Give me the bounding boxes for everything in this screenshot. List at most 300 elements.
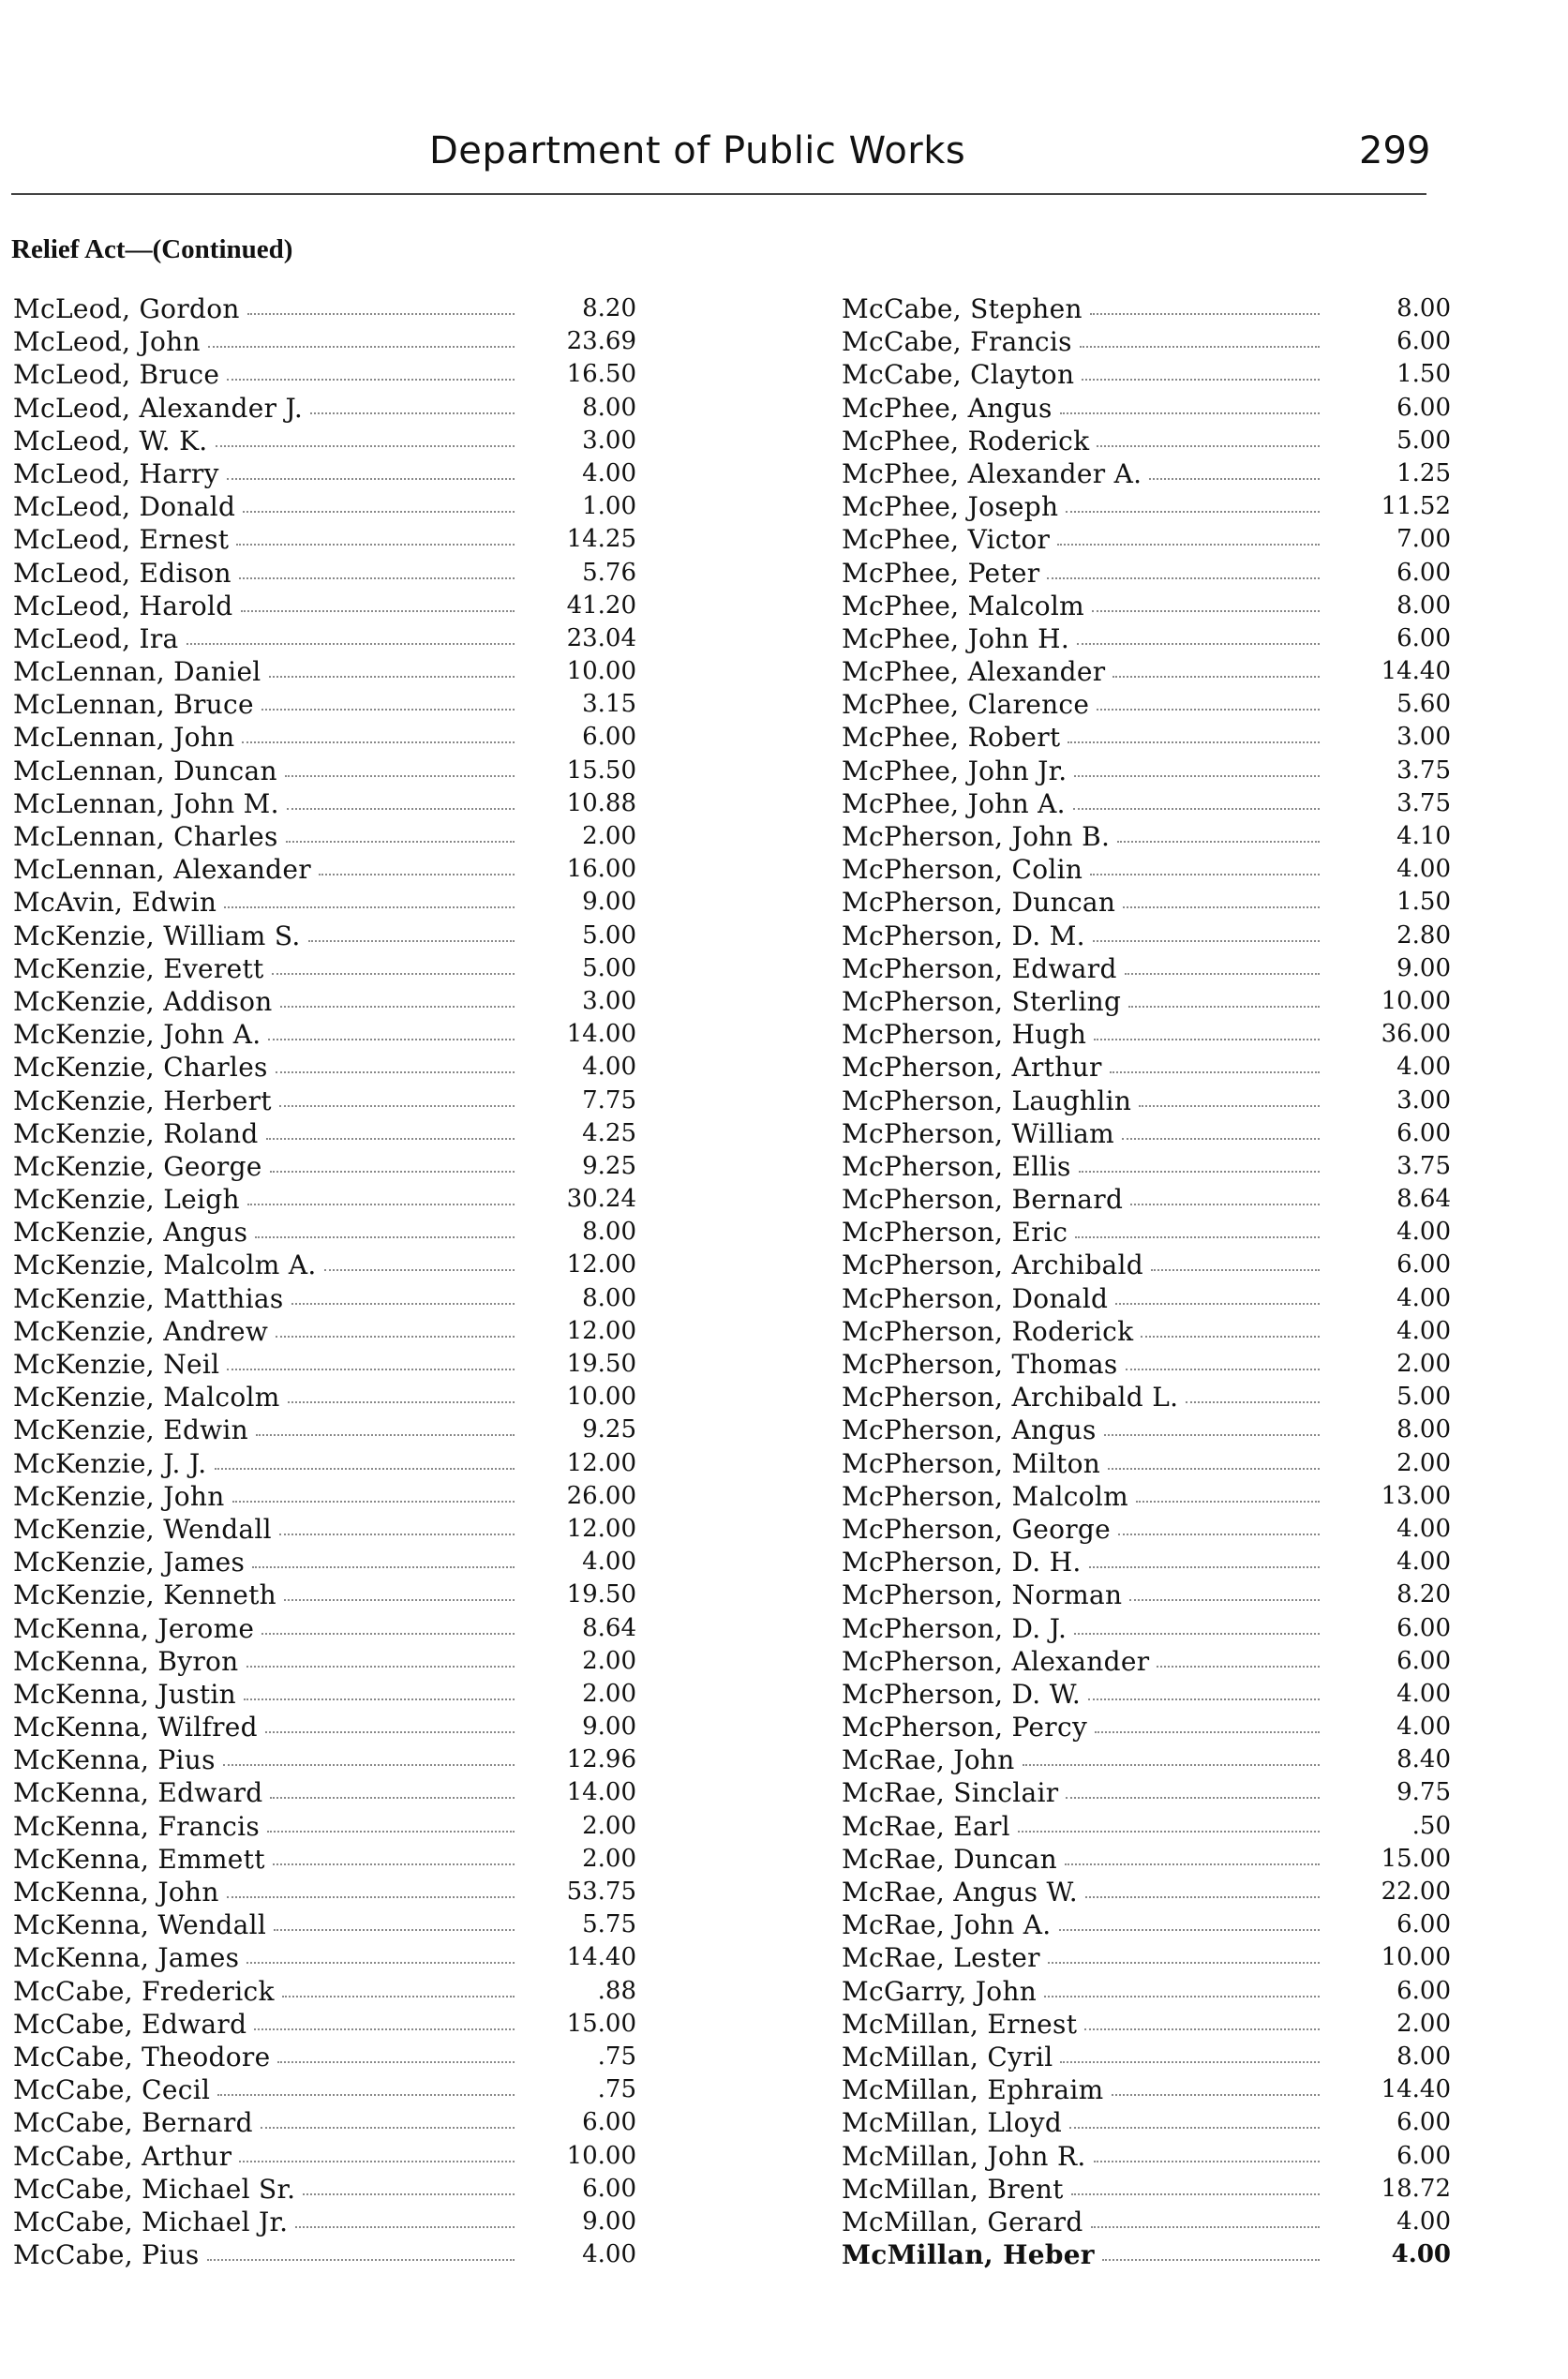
dot-leader bbox=[261, 709, 515, 711]
dot-leader bbox=[1102, 2259, 1320, 2261]
dot-leader bbox=[1126, 1369, 1320, 1370]
entry-name: McPherson, Roderick bbox=[842, 1315, 1134, 1347]
entry-amount: 9.75 bbox=[1396, 1778, 1451, 1807]
list-item bbox=[13, 1414, 636, 1446]
entry-amount: 6.00 bbox=[1396, 623, 1451, 652]
list-item bbox=[13, 425, 636, 457]
list-item bbox=[13, 787, 636, 820]
dot-leader bbox=[216, 445, 515, 447]
entry-amount: 12.00 bbox=[566, 1448, 636, 1477]
entry-amount: 5.00 bbox=[1396, 426, 1451, 455]
dot-leader bbox=[319, 874, 515, 875]
list-item bbox=[842, 1085, 1451, 1117]
entry-amount: 8.00 bbox=[1396, 1415, 1451, 1444]
dot-leader bbox=[1139, 1105, 1320, 1107]
entry-amount: 9.00 bbox=[1396, 953, 1451, 982]
dot-leader bbox=[1093, 940, 1320, 942]
dot-leader bbox=[236, 544, 515, 546]
list-item bbox=[842, 2041, 1451, 2073]
list-item bbox=[842, 425, 1451, 457]
entry-amount: 4.00 bbox=[1396, 2207, 1451, 2236]
entry-name: McCabe, Clayton bbox=[842, 359, 1075, 391]
dot-leader bbox=[1060, 2061, 1320, 2063]
dot-leader bbox=[1112, 2094, 1320, 2096]
entry-amount: 36.00 bbox=[1381, 1020, 1451, 1049]
entry-name: McLeod, Gordon bbox=[13, 293, 240, 324]
list-item bbox=[842, 1348, 1451, 1381]
dot-leader bbox=[1090, 874, 1320, 875]
entry-amount: 8.00 bbox=[1396, 591, 1451, 620]
dot-leader bbox=[1075, 1236, 1320, 1238]
list-item bbox=[842, 886, 1451, 919]
dot-leader bbox=[1023, 1764, 1320, 1766]
dot-leader bbox=[1149, 478, 1320, 480]
dot-leader bbox=[1018, 1831, 1320, 1833]
entry-amount: 14.40 bbox=[1381, 657, 1451, 686]
list-item bbox=[13, 721, 636, 754]
list-item bbox=[13, 1117, 636, 1150]
entry-name: McRae, Earl bbox=[842, 1810, 1010, 1842]
list-item bbox=[842, 1579, 1451, 1611]
list-item bbox=[13, 1249, 636, 1281]
list-item bbox=[842, 392, 1451, 425]
entry-amount: 14.00 bbox=[566, 1020, 636, 1049]
entry-amount: .75 bbox=[597, 2042, 636, 2071]
list-item bbox=[13, 1579, 636, 1611]
dot-leader bbox=[1090, 313, 1320, 315]
list-item bbox=[842, 2238, 1451, 2271]
dot-leader bbox=[223, 1764, 515, 1766]
dot-leader bbox=[1094, 1039, 1320, 1040]
entry-name: McKenzie, J. J. bbox=[13, 1447, 207, 1479]
entry-amount: 53.75 bbox=[566, 1878, 636, 1906]
dot-leader bbox=[244, 1698, 515, 1700]
dot-leader bbox=[247, 313, 515, 315]
entry-name: McKenzie, James bbox=[13, 1547, 246, 1579]
list-item bbox=[13, 1480, 636, 1513]
list-item bbox=[13, 1975, 636, 2008]
entry-name: McKenzie, Everett bbox=[13, 952, 264, 984]
entry-amount: 1.50 bbox=[1396, 360, 1451, 389]
entry-name: McPhee, Peter bbox=[842, 557, 1040, 589]
entry-name: McMillan, Gerard bbox=[842, 2206, 1083, 2237]
list-item bbox=[13, 1282, 636, 1315]
entry-amount: 4.00 bbox=[582, 458, 636, 487]
list-item bbox=[13, 392, 636, 425]
list-item bbox=[842, 2140, 1451, 2173]
dot-leader bbox=[1141, 1336, 1320, 1338]
dot-leader bbox=[276, 1336, 515, 1338]
entry-name: McKenna, Jerome bbox=[13, 1612, 255, 1644]
dot-leader bbox=[1113, 676, 1320, 678]
list-item bbox=[842, 490, 1451, 523]
entry-name: McLennan, Bruce bbox=[13, 689, 254, 721]
list-item bbox=[842, 1678, 1451, 1711]
entry-name: McPherson, Sterling bbox=[842, 985, 1122, 1017]
section-title: Relief Act—(Continued) bbox=[11, 234, 293, 264]
entry-name: McKenzie, Herbert bbox=[13, 1085, 272, 1116]
entry-name: McLeod, Ernest bbox=[13, 524, 230, 556]
list-item bbox=[842, 1941, 1451, 1974]
dot-leader bbox=[1151, 1269, 1320, 1271]
dot-leader bbox=[227, 1369, 515, 1370]
list-item bbox=[13, 1941, 636, 1974]
list-item bbox=[842, 1018, 1451, 1051]
entry-name: McPherson, Eric bbox=[842, 1217, 1068, 1249]
list-item bbox=[842, 853, 1451, 886]
header-rule bbox=[11, 193, 1426, 195]
entry-amount: 19.50 bbox=[566, 1350, 636, 1378]
entry-name: McKenzie, John bbox=[13, 1480, 225, 1512]
entry-name: McMillan, Heber bbox=[842, 2239, 1095, 2271]
entry-amount: 10.00 bbox=[1381, 986, 1451, 1015]
dot-leader bbox=[1069, 2127, 1320, 2129]
entry-name: McKenzie, George bbox=[13, 1150, 262, 1182]
entry-amount: 2.00 bbox=[582, 1811, 636, 1840]
list-item bbox=[13, 2238, 636, 2271]
list-item bbox=[13, 2140, 636, 2173]
entry-name: McMillan, Ephraim bbox=[842, 2074, 1104, 2106]
dot-leader bbox=[1066, 1797, 1320, 1799]
dot-leader bbox=[1059, 1929, 1320, 1931]
dot-leader bbox=[243, 511, 515, 513]
entry-name: McPherson, D. J. bbox=[842, 1612, 1068, 1644]
list-item bbox=[842, 1216, 1451, 1249]
dot-leader bbox=[279, 1105, 515, 1107]
dot-leader bbox=[1048, 1962, 1320, 1964]
entry-amount: 19.50 bbox=[566, 1580, 636, 1609]
list-item bbox=[13, 952, 636, 985]
dot-leader bbox=[254, 2028, 515, 2030]
entry-name: McRae, John A. bbox=[842, 1909, 1052, 1941]
dot-leader bbox=[291, 1303, 515, 1305]
dot-leader bbox=[288, 1401, 515, 1403]
list-item bbox=[13, 1843, 636, 1876]
entry-name: McKenzie, Wendall bbox=[13, 1513, 272, 1545]
dot-leader bbox=[1108, 1468, 1320, 1470]
list-item bbox=[13, 1776, 636, 1809]
list-item bbox=[13, 1150, 636, 1183]
entry-amount: 2.80 bbox=[1396, 920, 1451, 950]
entry-name: McPhee, John Jr. bbox=[842, 755, 1068, 786]
entry-amount: 8.20 bbox=[582, 294, 636, 322]
dot-leader bbox=[1044, 1996, 1320, 1997]
list-item bbox=[842, 920, 1451, 952]
entry-name: McMillan, John R. bbox=[842, 2140, 1086, 2172]
list-item bbox=[13, 853, 636, 886]
dot-leader bbox=[227, 478, 515, 480]
list-item bbox=[842, 787, 1451, 820]
entry-amount: 8.20 bbox=[1396, 1580, 1451, 1609]
entry-amount: 10.00 bbox=[566, 2141, 636, 2170]
list-item bbox=[13, 1018, 636, 1051]
page-number: 299 bbox=[1359, 129, 1431, 172]
entry-name: McRae, Angus W. bbox=[842, 1877, 1078, 1908]
entry-name: McKenzie, William S. bbox=[13, 920, 301, 951]
dot-leader bbox=[1091, 2226, 1320, 2228]
dot-leader bbox=[268, 1039, 515, 1040]
entry-name: McLeod, John bbox=[13, 326, 201, 358]
list-item bbox=[842, 985, 1451, 1018]
list-item bbox=[842, 820, 1451, 853]
list-item bbox=[842, 1645, 1451, 1678]
entry-name: McLeod, Harold bbox=[13, 590, 233, 621]
dot-leader bbox=[227, 1896, 515, 1898]
list-item bbox=[842, 721, 1451, 754]
dot-leader bbox=[1047, 577, 1320, 579]
page-header bbox=[0, 129, 1568, 186]
dot-leader bbox=[215, 1468, 515, 1470]
dot-leader bbox=[227, 379, 515, 381]
list-item bbox=[842, 755, 1451, 787]
dot-leader bbox=[270, 1797, 515, 1799]
list-item bbox=[842, 2206, 1451, 2238]
entry-amount: 12.00 bbox=[566, 1316, 636, 1345]
dot-leader bbox=[1084, 2028, 1320, 2030]
list-item bbox=[13, 1085, 636, 1117]
dot-leader bbox=[1110, 1071, 1320, 1073]
entry-name: McKenzie, Neil bbox=[13, 1349, 220, 1380]
entry-amount: 14.25 bbox=[566, 525, 636, 554]
list-item bbox=[842, 1711, 1451, 1743]
entry-name: McPherson, D. M. bbox=[842, 920, 1085, 951]
entry-amount: 4.00 bbox=[1396, 1514, 1451, 1543]
list-item bbox=[13, 1678, 636, 1711]
entry-amount: 5.60 bbox=[1396, 690, 1451, 719]
entry-name: McCabe, Cecil bbox=[13, 2074, 211, 2106]
entry-name: McKenzie, John A. bbox=[13, 1019, 261, 1051]
entry-name: McKenna, Byron bbox=[13, 1645, 239, 1677]
entry-amount: 4.00 bbox=[582, 1548, 636, 1577]
dot-leader bbox=[1130, 1204, 1320, 1205]
list-item bbox=[842, 1513, 1451, 1546]
entry-name: McPherson, Laughlin bbox=[842, 1085, 1132, 1116]
entry-amount: 1.00 bbox=[582, 492, 636, 521]
dot-leader bbox=[217, 2094, 515, 2096]
list-item bbox=[13, 1513, 636, 1546]
list-item bbox=[13, 1546, 636, 1579]
entry-amount: 4.00 bbox=[1396, 1316, 1451, 1345]
entry-amount: 6.00 bbox=[582, 2174, 636, 2203]
entry-amount: 6.00 bbox=[1396, 2108, 1451, 2137]
list-item bbox=[13, 1348, 636, 1381]
entry-amount: 16.00 bbox=[566, 855, 636, 884]
entry-name: McRae, John bbox=[842, 1744, 1015, 1776]
list-item bbox=[842, 557, 1451, 590]
list-item bbox=[13, 622, 636, 655]
list-item bbox=[13, 2008, 636, 2041]
list-item bbox=[842, 2008, 1451, 2041]
entry-amount: 10.88 bbox=[566, 788, 636, 817]
list-item bbox=[13, 457, 636, 490]
entry-name: McKenna, Wendall bbox=[13, 1909, 267, 1941]
entry-name: McLennan, Alexander bbox=[13, 854, 311, 886]
list-item bbox=[13, 1711, 636, 1743]
list-item bbox=[842, 1776, 1451, 1809]
entry-name: McKenzie, Charles bbox=[13, 1052, 268, 1084]
dot-leader bbox=[276, 1071, 515, 1073]
dot-leader bbox=[273, 1863, 515, 1865]
entry-amount: 9.00 bbox=[582, 888, 636, 917]
entry-name: McMillan, Ernest bbox=[842, 2008, 1078, 2040]
entry-amount: 3.00 bbox=[1396, 723, 1451, 752]
list-item bbox=[842, 1381, 1451, 1414]
entry-name: McKenzie, Edwin bbox=[13, 1414, 249, 1446]
list-item bbox=[842, 1546, 1451, 1579]
entry-name: McPherson, Norman bbox=[842, 1579, 1123, 1611]
list-item bbox=[842, 1150, 1451, 1183]
dot-leader bbox=[1186, 1401, 1320, 1403]
entry-amount: 4.00 bbox=[1396, 1218, 1451, 1247]
dot-leader bbox=[1082, 379, 1320, 381]
entry-amount: 6.00 bbox=[1396, 1250, 1451, 1279]
entry-amount: 4.00 bbox=[1396, 1713, 1451, 1742]
entry-name: McPhee, Alexander bbox=[842, 656, 1106, 688]
dot-leader bbox=[324, 1269, 515, 1271]
entry-name: McPherson, Duncan bbox=[842, 887, 1116, 919]
dot-leader bbox=[1080, 346, 1320, 348]
entry-name: McCabe, Theodore bbox=[13, 2041, 271, 2072]
entry-amount: 16.50 bbox=[566, 360, 636, 389]
dot-leader bbox=[246, 1962, 515, 1964]
dot-leader bbox=[1115, 1303, 1320, 1305]
entry-amount: 8.00 bbox=[582, 1283, 636, 1312]
list-item bbox=[13, 655, 636, 688]
dot-leader bbox=[1117, 841, 1320, 843]
dot-leader bbox=[247, 1204, 515, 1205]
entry-amount: 8.40 bbox=[1396, 1745, 1451, 1774]
entry-amount: 23.69 bbox=[566, 327, 636, 356]
entry-name: McPherson, Alexander bbox=[842, 1645, 1150, 1677]
dot-leader bbox=[1118, 1534, 1320, 1535]
right-column bbox=[842, 292, 1451, 2271]
dot-leader bbox=[1094, 2161, 1320, 2162]
entry-amount: 4.00 bbox=[1396, 1053, 1451, 1082]
list-item bbox=[13, 1381, 636, 1414]
dot-leader bbox=[282, 1996, 515, 1997]
entry-amount: 6.00 bbox=[1396, 1613, 1451, 1642]
entry-name: McLeod, Edison bbox=[13, 557, 231, 589]
entry-name: McCabe, Frederick bbox=[13, 1975, 275, 2007]
list-item bbox=[842, 1117, 1451, 1150]
dot-leader bbox=[310, 412, 515, 414]
list-item bbox=[842, 358, 1451, 391]
entry-name: McPherson, Milton bbox=[842, 1447, 1101, 1479]
entry-amount: 13.00 bbox=[1381, 1481, 1451, 1510]
dot-leader bbox=[1122, 1138, 1320, 1140]
entry-amount: 15.50 bbox=[566, 756, 636, 785]
entry-name: McKenzie, Angus bbox=[13, 1217, 248, 1249]
list-item bbox=[13, 820, 636, 853]
entry-amount: 1.25 bbox=[1396, 458, 1451, 487]
entry-amount: 2.00 bbox=[1396, 2009, 1451, 2038]
entry-amount: 4.00 bbox=[582, 2240, 636, 2269]
list-item bbox=[842, 1414, 1451, 1446]
list-item bbox=[842, 2106, 1451, 2139]
entry-amount: 7.75 bbox=[582, 1085, 636, 1115]
entry-amount: .75 bbox=[597, 2075, 636, 2104]
entry-name: McMillan, Lloyd bbox=[842, 2107, 1063, 2139]
list-item bbox=[13, 886, 636, 919]
list-item bbox=[842, 1051, 1451, 1084]
dot-leader bbox=[272, 973, 515, 975]
dot-leader bbox=[232, 1501, 515, 1503]
entry-name: McCabe, Francis bbox=[842, 326, 1072, 358]
list-item bbox=[13, 1315, 636, 1348]
entry-amount: 4.00 bbox=[1391, 2240, 1451, 2269]
entry-amount: 3.75 bbox=[1396, 1151, 1451, 1180]
entry-amount: 6.00 bbox=[1396, 2141, 1451, 2170]
dot-leader bbox=[1079, 1171, 1320, 1173]
dot-leader bbox=[284, 1599, 515, 1601]
dot-leader bbox=[252, 1566, 515, 1568]
list-item bbox=[13, 2206, 636, 2238]
entry-amount: 9.25 bbox=[582, 1415, 636, 1444]
entry-amount: 3.75 bbox=[1396, 756, 1451, 785]
list-item bbox=[13, 1216, 636, 1249]
entry-amount: 4.00 bbox=[1396, 1679, 1451, 1708]
dot-leader bbox=[1104, 1434, 1320, 1436]
entry-amount: 5.00 bbox=[582, 953, 636, 982]
dot-leader bbox=[308, 940, 515, 942]
dot-leader bbox=[295, 2226, 515, 2228]
entry-name: McKenna, Wilfred bbox=[13, 1712, 258, 1743]
entry-amount: 4.10 bbox=[1396, 822, 1451, 850]
entry-name: McAvin, Edwin bbox=[13, 887, 217, 919]
dot-leader bbox=[1060, 412, 1320, 414]
entry-name: McKenna, James bbox=[13, 1942, 240, 1974]
dot-leader bbox=[1065, 1863, 1320, 1865]
entry-amount: 4.00 bbox=[1396, 855, 1451, 884]
entry-name: McPherson, Bernard bbox=[842, 1184, 1124, 1216]
entry-name: McMillan, Cyril bbox=[842, 2041, 1053, 2072]
entry-name: McRae, Lester bbox=[842, 1942, 1040, 1974]
list-item bbox=[13, 1908, 636, 1941]
dot-leader bbox=[303, 2193, 515, 2195]
entry-name: McLeod, Donald bbox=[13, 491, 236, 523]
entry-name: McPherson, Archibald L. bbox=[842, 1382, 1179, 1414]
entry-amount: 4.00 bbox=[1396, 1283, 1451, 1312]
entry-name: McLennan, Duncan bbox=[13, 755, 277, 786]
entry-amount: 8.64 bbox=[582, 1613, 636, 1642]
list-item bbox=[13, 590, 636, 622]
list-item bbox=[842, 1315, 1451, 1348]
entry-name: McLeod, W. K. bbox=[13, 425, 208, 456]
entry-name: McLennan, John M. bbox=[13, 787, 279, 819]
list-item bbox=[842, 1447, 1451, 1480]
entry-name: McKenna, Pius bbox=[13, 1744, 216, 1776]
dot-leader bbox=[1095, 1731, 1320, 1733]
entry-name: McPherson, Angus bbox=[842, 1414, 1097, 1446]
dot-leader bbox=[261, 2127, 515, 2129]
entry-amount: 3.00 bbox=[582, 426, 636, 455]
list-item bbox=[842, 952, 1451, 985]
dot-leader bbox=[1123, 906, 1320, 908]
dot-leader bbox=[266, 1138, 515, 1140]
entry-amount: 14.00 bbox=[566, 1778, 636, 1807]
dot-leader bbox=[1066, 511, 1320, 513]
dot-leader bbox=[1136, 1501, 1320, 1503]
entry-name: McKenna, Edward bbox=[13, 1777, 263, 1809]
dot-leader bbox=[280, 1006, 515, 1008]
entry-amount: 9.25 bbox=[582, 1151, 636, 1180]
entry-amount: 3.00 bbox=[582, 986, 636, 1015]
list-item bbox=[842, 590, 1451, 622]
entry-name: McKenzie, Addison bbox=[13, 985, 273, 1017]
entry-amount: 5.00 bbox=[582, 920, 636, 950]
dot-leader bbox=[255, 1236, 515, 1238]
entry-amount: 12.96 bbox=[566, 1745, 636, 1774]
